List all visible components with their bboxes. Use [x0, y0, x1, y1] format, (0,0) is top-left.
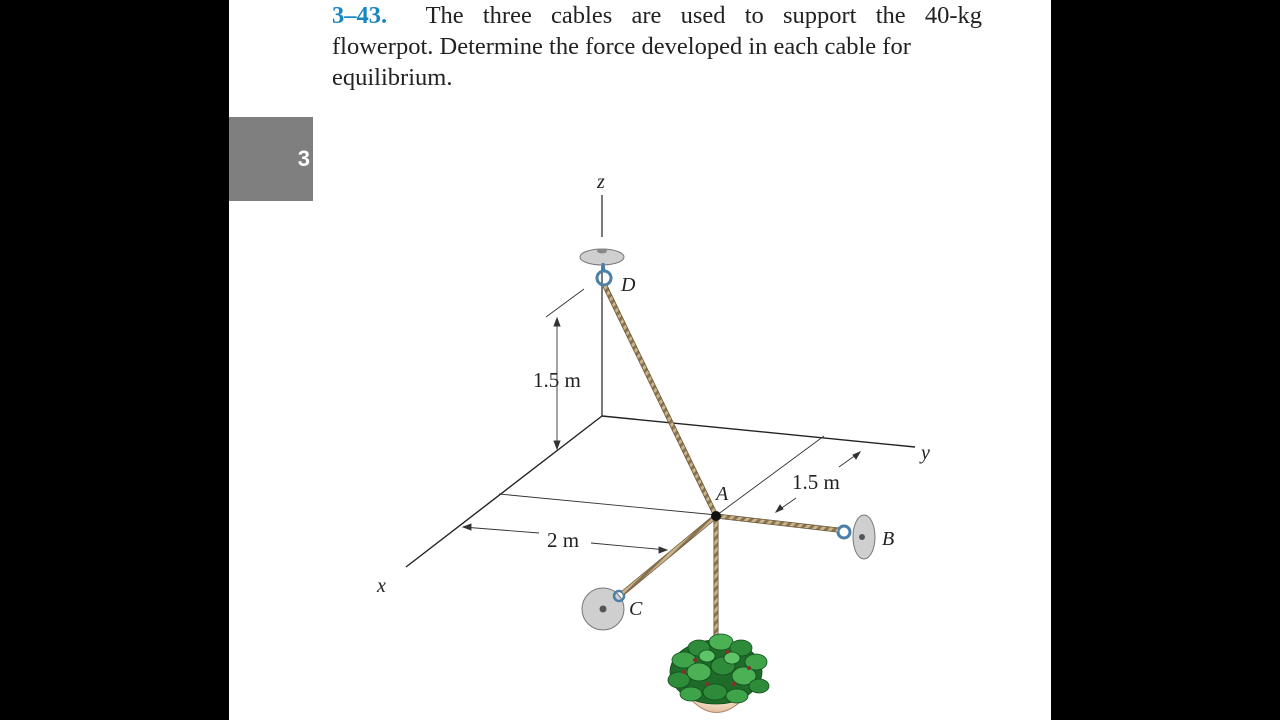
coordinate-axes: [406, 195, 915, 567]
point-C-label: C: [629, 598, 643, 620]
y-axis-label: y: [921, 442, 930, 464]
foliage: [668, 634, 769, 704]
statics-figure: [229, 0, 1051, 720]
wall-fixture-B: [838, 515, 875, 559]
wall-fixture-C: [582, 588, 624, 630]
dimension-lines: [463, 289, 860, 553]
cables: [605, 286, 838, 650]
problem-number: 3–43.: [332, 2, 388, 29]
textbook-page: [229, 0, 1051, 720]
chapter-number: 3: [297, 146, 310, 171]
x-dimension-label: 2 m: [547, 528, 580, 552]
z-axis-label: z: [597, 171, 605, 193]
point-B-label: B: [882, 528, 895, 550]
problem-text-2: flowerpot. Determine the force developed in each cable for: [332, 33, 911, 60]
problem-text-3: equilibrium.: [332, 64, 453, 91]
joint-A: [711, 511, 721, 521]
y-dimension-label: 1.5 m: [792, 470, 840, 494]
eye-hook-D: [597, 271, 611, 285]
point-D-label: D: [621, 274, 636, 296]
flowerpot: [668, 634, 769, 713]
point-A-label: A: [716, 483, 729, 505]
eye-hook-B: [838, 526, 850, 538]
height-dimension-label: 1.5 m: [533, 368, 581, 392]
x-axis-label: x: [377, 575, 386, 597]
y-axis: [602, 416, 915, 447]
problem-text-1: The three cables are used to support the 40-kg: [425, 2, 983, 29]
figure-labels: [376, 171, 930, 620]
